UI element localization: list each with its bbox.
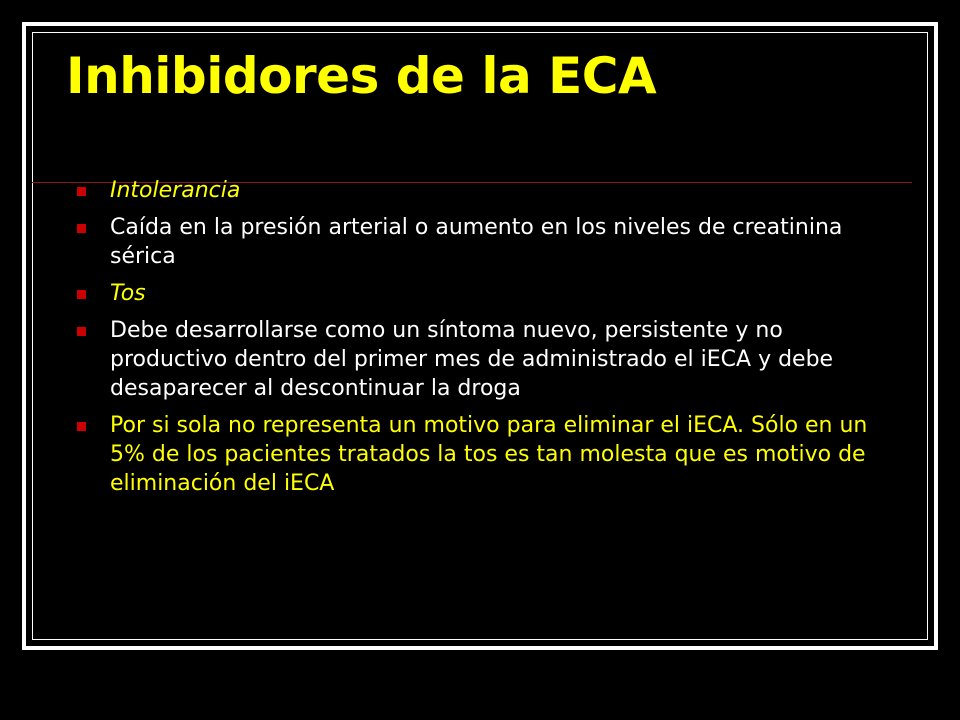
square-bullet-icon [77,224,86,233]
bullet-text: Intolerancia [110,178,241,203]
bullet-item [74,279,874,308]
bullet-item [74,411,874,498]
bullet-item [74,176,874,205]
bullet-list [74,176,874,506]
square-bullet-icon [77,187,86,196]
square-bullet-icon [77,422,86,431]
bullet-item [74,316,874,403]
square-bullet-icon [77,327,86,336]
bullet-text: Por si sola no representa un motivo para eliminar el iECA. Sólo en un 5% de los pacientes tratados la tos es tan molesta que es motivo de eliminación del iECA [110,413,868,496]
bullet-text: Caída en la presión arterial o aumento en los niveles de creatinina sérica [110,215,843,269]
slide-title: Inhibidores de la ECA [66,47,657,105]
square-bullet-icon [77,290,86,299]
bullet-text: Tos [110,281,146,306]
bullet-text: Debe desarrollarse como un síntoma nuevo, persistente y no productivo dentro del primer mes de administrado el iECA y debe desaparecer al descontinuar la droga [110,318,834,401]
bullet-item [74,213,874,271]
